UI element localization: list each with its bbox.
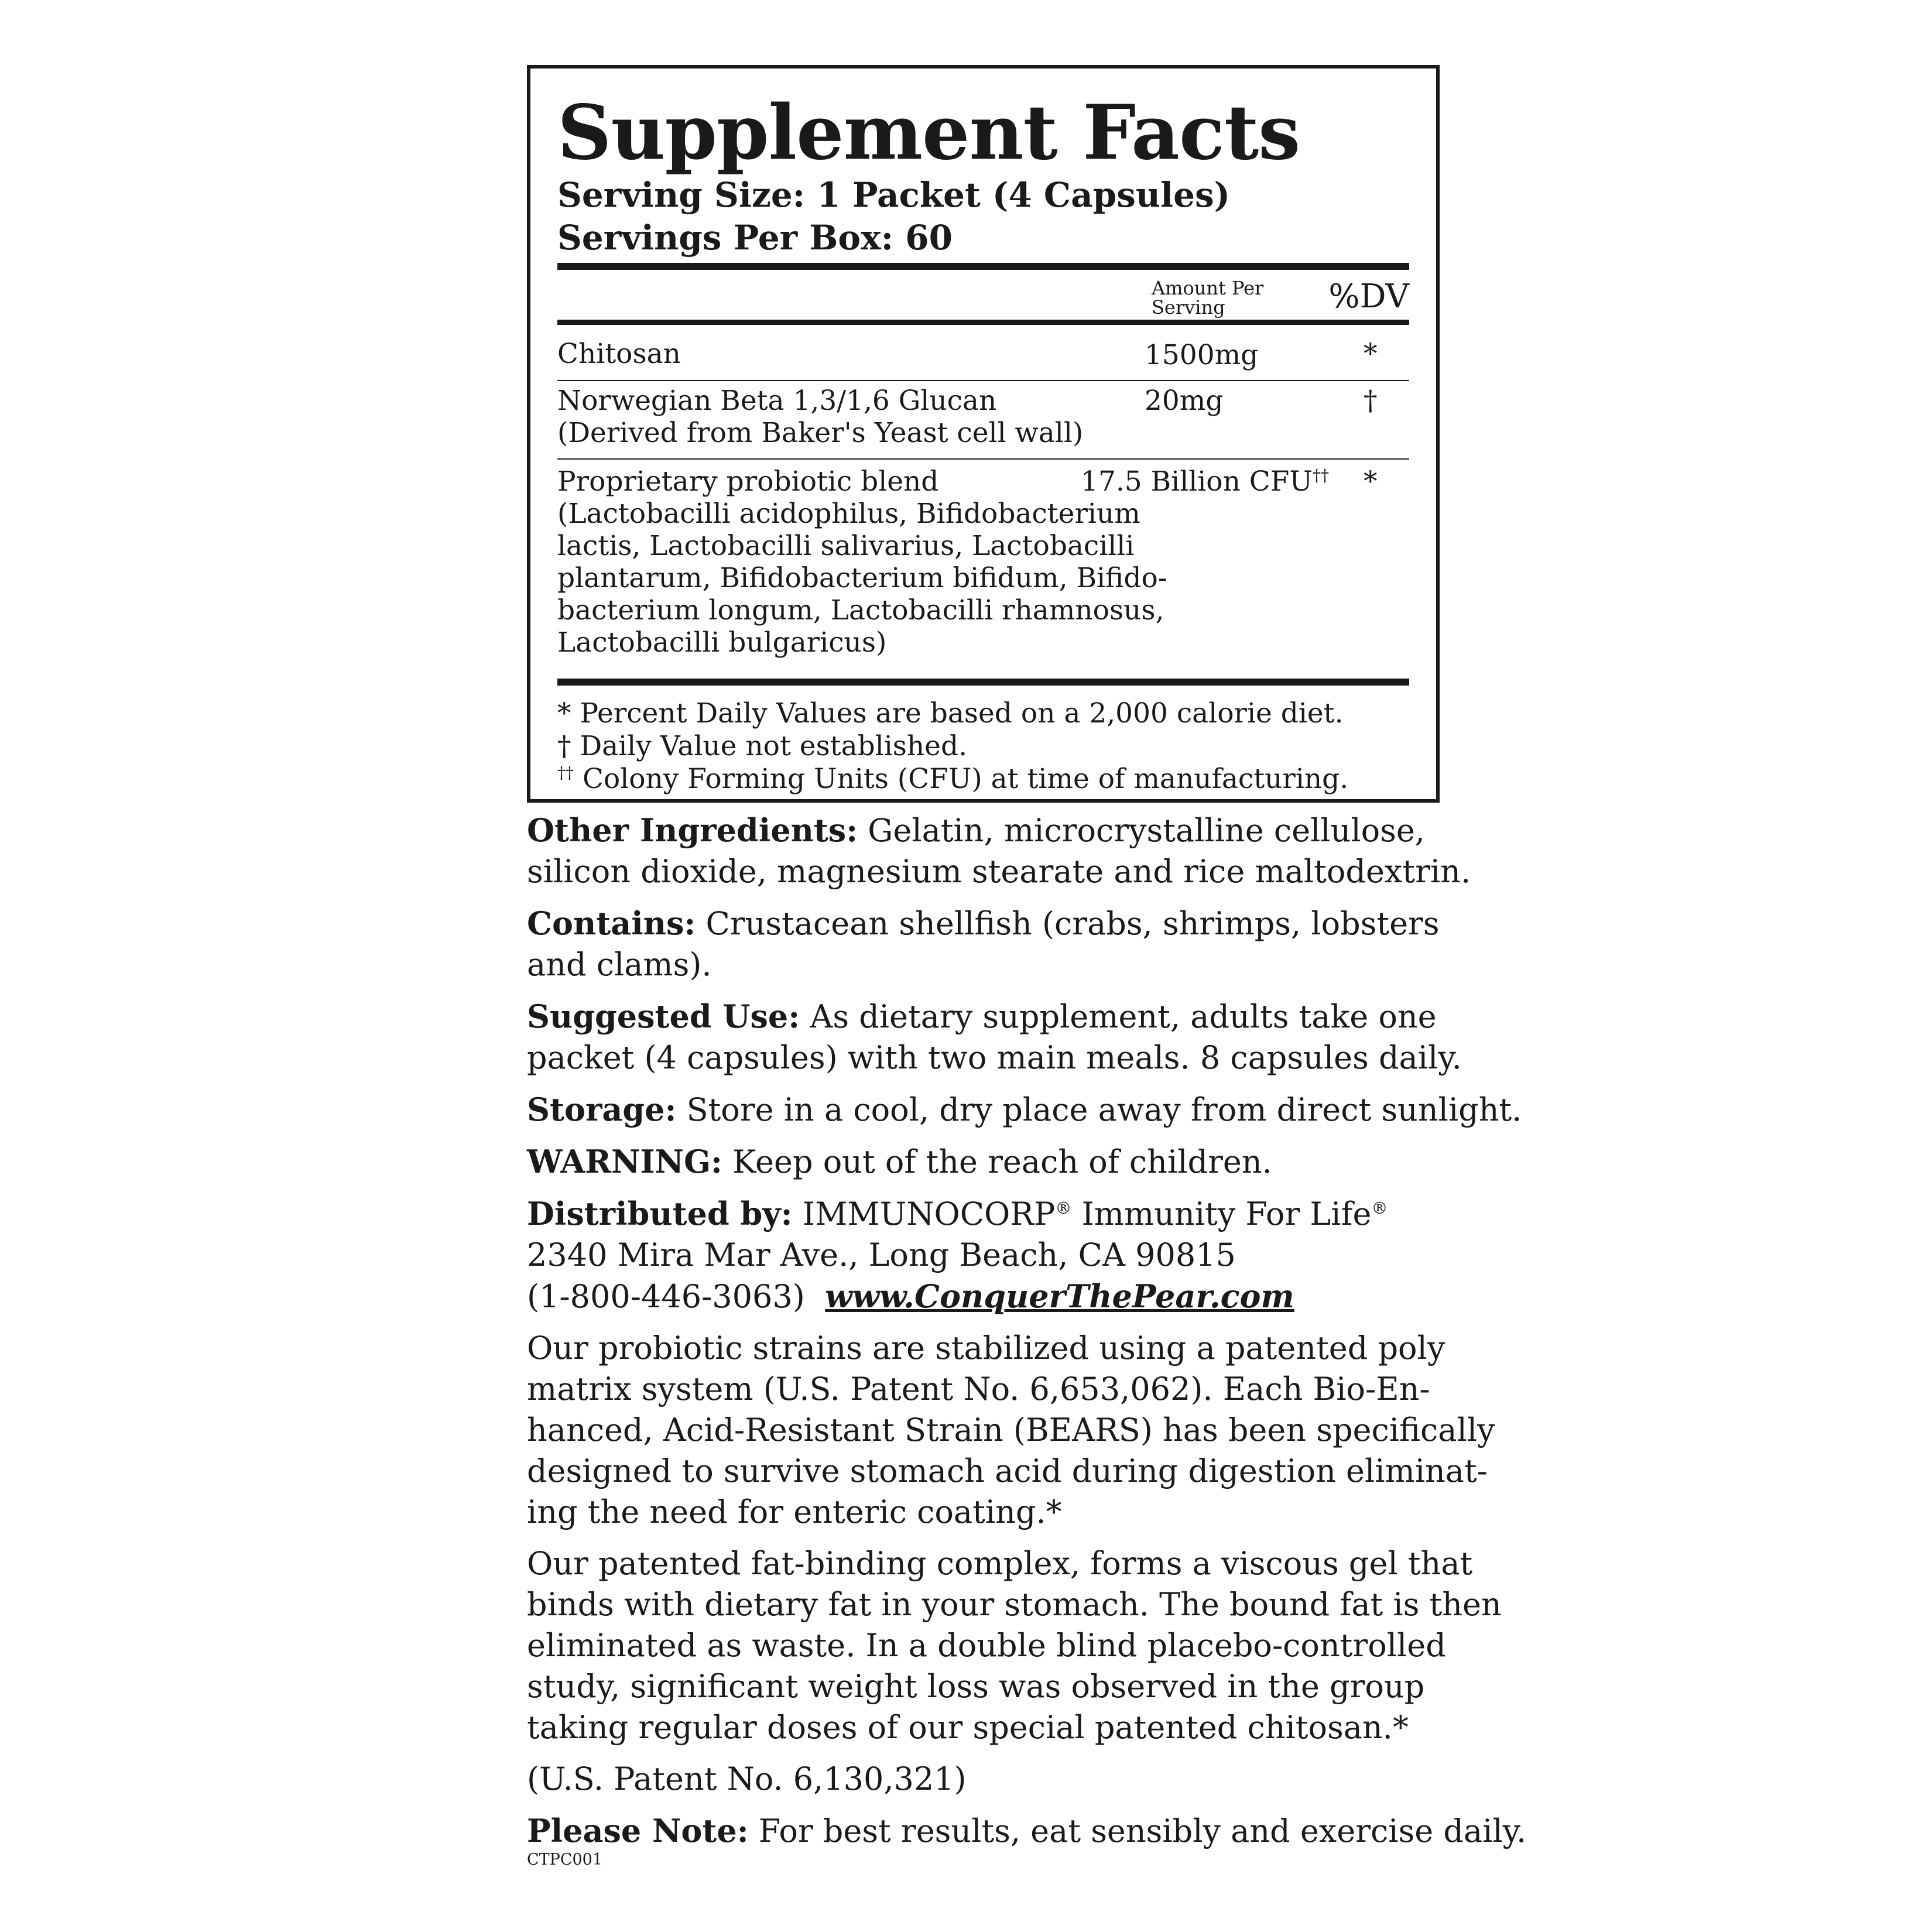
ingredient-name: Chitosan [557, 338, 681, 370]
footnote-dv: * Percent Daily Values are based on a 2,000 calorie diet. [557, 697, 1344, 729]
servings-per-box: Servings Per Box: 60 [557, 218, 953, 258]
warning: WARNING: Keep out of the reach of children. [527, 1143, 1272, 1180]
facts-title: Supplement Facts [557, 89, 1300, 177]
amount-per-serving-header: Amount Per Serving [1152, 277, 1264, 318]
product-code: CTPC001 [527, 1851, 603, 1869]
facts-row-beta-glucan [557, 381, 1409, 458]
ingredient-dv: * [1364, 338, 1378, 370]
phone: (1-800-446-3063) [527, 1278, 805, 1315]
ingredient-dv: † [1364, 385, 1378, 417]
patent-number: (U.S. Patent No. 6,130,321) [527, 1760, 967, 1797]
facts-row-chitosan [557, 325, 1409, 380]
ingredient-name: Norwegian Beta 1,3/1,6 Glucan (Derived from Baker's Yeast cell wall) [557, 385, 1084, 449]
storage: Storage: Store in a cool, dry place away from direct sunlight. [527, 1091, 1522, 1128]
contains: Contains: Crustacean shellfish (crabs, shrimps, lobsters and clams). [527, 905, 1440, 983]
please-note: Please Note: For best results, eat sensibly and exercise daily. [527, 1812, 1527, 1849]
ingredient-name: Proprietary probiotic blend (Lactobacilli acidophilus, Bifidobacterium lactis, Lactobacilli salivarius, Lactobacilli plantarum, Bifidobacterium bifidum, Bifido- bacterium longum, Lactobacilli rhamnosus, Lactobacilli bulgaricus) [557, 465, 1167, 659]
ingredient-dv: * [1364, 465, 1378, 498]
facts-row-probiotic-blend [557, 460, 1409, 675]
footnote-dagger: † Daily Value not established. [557, 730, 968, 762]
supplement-facts-panel [527, 65, 1440, 803]
website-link[interactable]: www.ConquerThePear.com [825, 1277, 1294, 1315]
footnotes [557, 686, 1409, 796]
ingredient-amount: 1500mg [1145, 339, 1259, 371]
ingredient-amount: 17.5 Billion CFU†† [1081, 465, 1329, 498]
ingredient-amount: 20mg [1145, 385, 1224, 417]
footnote-cfu: †† Colony Forming Units (CFU) at time of manufacturing. [557, 763, 1349, 795]
facts-header [557, 270, 1409, 320]
probiotic-paragraph: Our probiotic strains are stabilized using a patented poly matrix system (U.S. Patent No. 6,653,062). Each Bio-En- hanced, Acid-Resistant Strain (BEARS) has been specifically designed to survive stomach acid during digestion eliminat- ing the need for enteric coating.* [527, 1330, 1495, 1530]
dv-header: %DV [1328, 278, 1409, 316]
distributed-by: Distributed by: IMMUNOCORP® Immunity For Life® 2340 Mira Mar Ave., Long Beach, CA 90815 (1-800-446-3063) www.ConquerThePear.com [527, 1193, 1464, 1317]
suggested-use: Suggested Use: As dietary supplement, adults take one packet (4 capsules) with two main meals. 8 capsules daily. [527, 998, 1462, 1076]
fat-binding-paragraph: Our patented fat-binding complex, forms a viscous gel that binds with dietary fat in your stomach. The bound fat is then eliminated as waste. In a double blind placebo-controlled study, significant weight loss was observed in the group taking regular doses of our special patented chitosan.* [527, 1545, 1502, 1746]
other-ingredients: Other Ingredients: Gelatin, microcrystalline cellulose, silicon dioxide, magnesium stearate and rice maltodextrin. [527, 811, 1471, 890]
label-body-text [527, 810, 1527, 1862]
divider-medium [557, 320, 1409, 325]
divider-thick [557, 263, 1409, 270]
serving-size: Serving Size: 1 Packet (4 Capsules) [557, 175, 1231, 215]
divider-thick [557, 679, 1409, 686]
address: 2340 Mira Mar Ave., Long Beach, CA 90815 [527, 1236, 1236, 1273]
